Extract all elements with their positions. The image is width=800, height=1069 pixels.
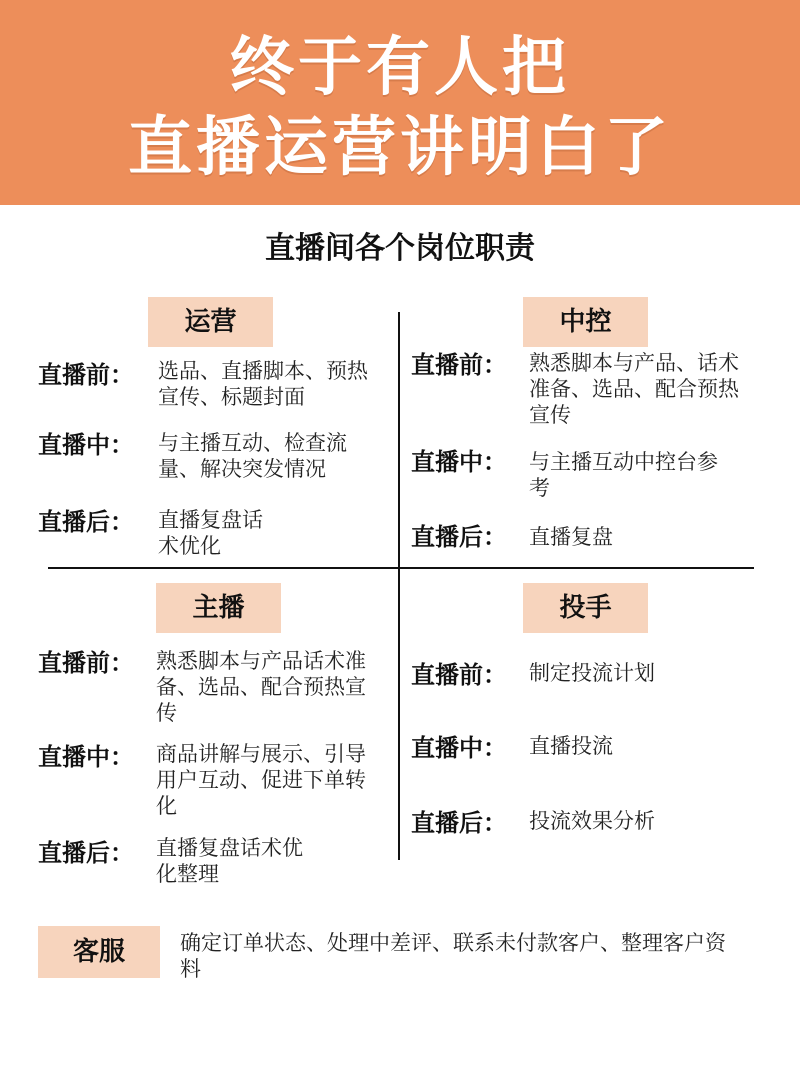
during-label: 直播中： xyxy=(411,448,507,476)
before-label: 直播前： xyxy=(38,361,134,389)
role-tag-zhongkong: 中控 xyxy=(523,297,648,347)
before-label: 直播前： xyxy=(411,351,507,379)
before-label: 直播前： xyxy=(411,661,507,689)
before-text: 制定投流计划 xyxy=(529,661,655,685)
during-text: 直播投流 xyxy=(529,734,613,758)
role-tag-toushou: 投手 xyxy=(523,583,648,633)
after-label: 直播后： xyxy=(38,839,134,867)
during-text: 商品讲解与展示、引导用户互动、促进下单转化 xyxy=(156,742,366,818)
header-banner xyxy=(0,0,800,205)
horizontal-divider xyxy=(48,567,754,569)
before-text: 选品、直播脚本、预热宣传、标题封面 xyxy=(158,359,368,409)
before-text: 熟悉脚本与产品话术准备、选品、配合预热宣传 xyxy=(156,649,366,725)
page-title-line-1: 终于有人把 xyxy=(230,31,570,105)
role-tag-yunying: 运营 xyxy=(148,297,273,347)
during-text: 与主播互动、检查流量、解决突发情况 xyxy=(158,431,347,481)
page-title-line-2: 直播运营讲明白了 xyxy=(128,111,672,185)
during-text: 与主播互动中控台参考 xyxy=(529,450,718,500)
after-label: 直播后： xyxy=(411,523,507,551)
during-label: 直播中： xyxy=(38,743,134,771)
page-subtitle: 直播间各个岗位职责 xyxy=(265,231,535,266)
role-tag-zhubo: 主播 xyxy=(156,583,281,633)
vertical-divider xyxy=(398,312,400,860)
during-label: 直播中： xyxy=(411,734,507,762)
before-text: 熟悉脚本与产品、话术准备、选品、配合预热宣传 xyxy=(529,351,739,427)
after-text: 直播复盘话术优化整理 xyxy=(156,836,303,886)
after-text: 投流效果分析 xyxy=(529,809,655,833)
after-label: 直播后： xyxy=(411,809,507,837)
after-text: 直播复盘话术优化 xyxy=(158,508,263,558)
role-tag-kefu: 客服 xyxy=(38,926,160,978)
after-label: 直播后： xyxy=(38,508,134,536)
during-label: 直播中： xyxy=(38,431,134,459)
after-text: 直播复盘 xyxy=(529,525,613,549)
before-label: 直播前： xyxy=(38,649,134,677)
kefu-text: 确定订单状态、处理中差评、联系未付款客户、整理客户资料 xyxy=(180,931,726,981)
